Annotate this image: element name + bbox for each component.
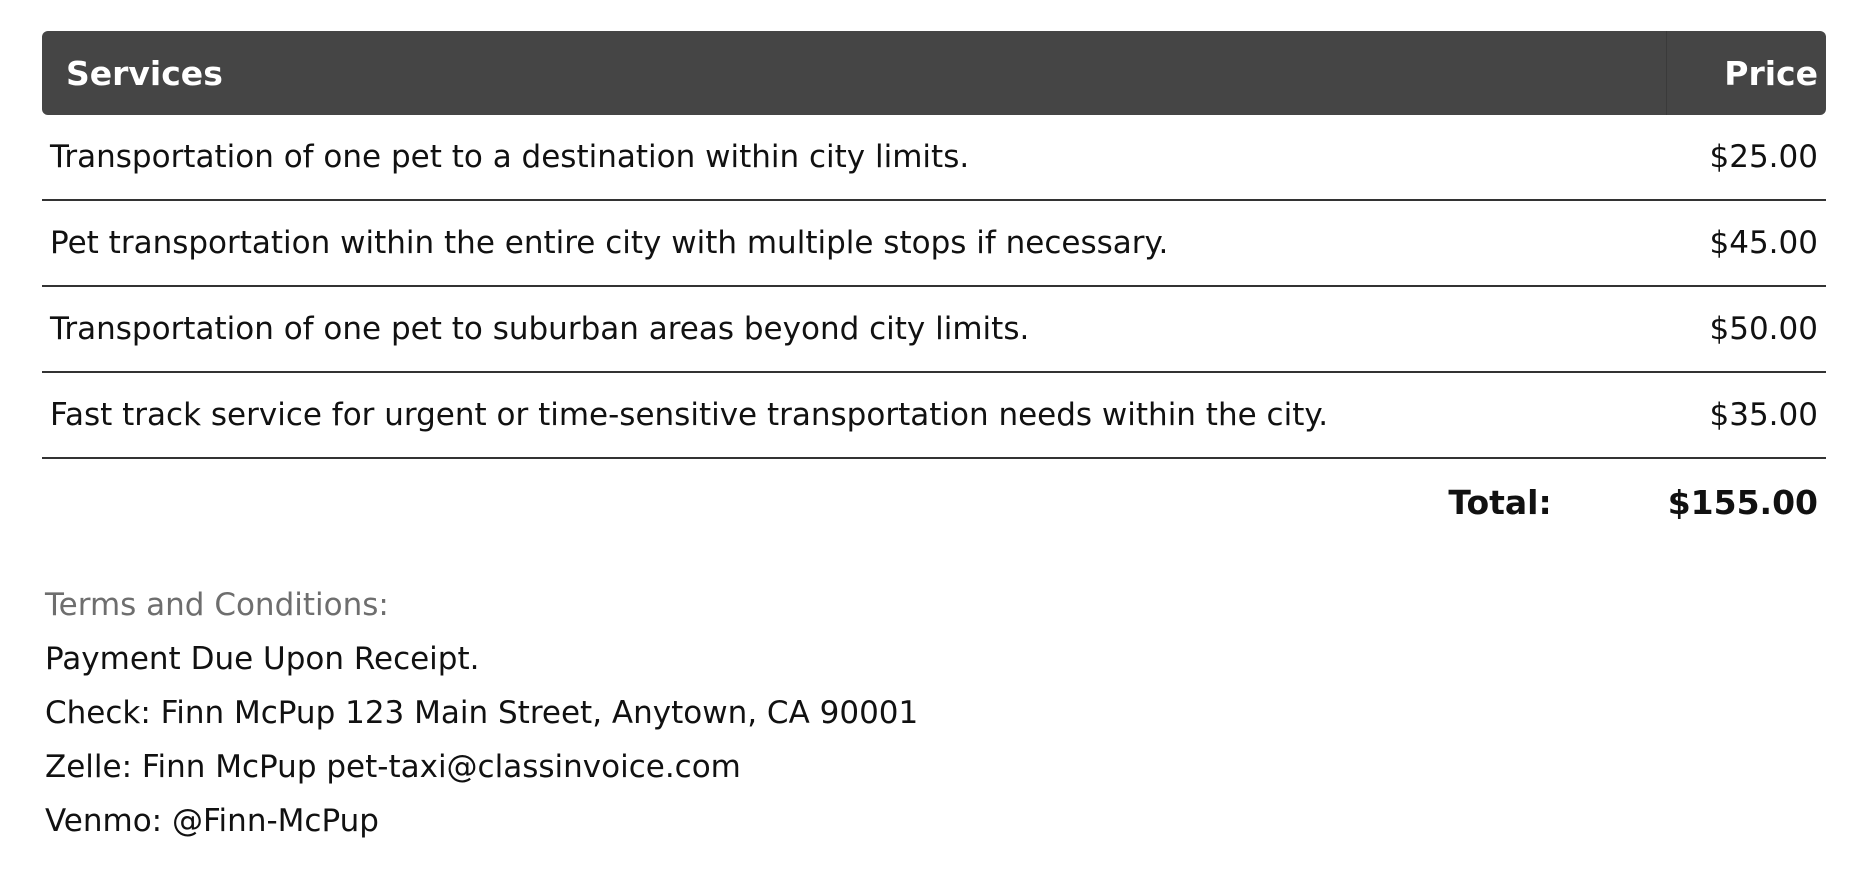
service-price: $25.00 (1709, 139, 1818, 175)
payment-due-text: Payment Due Upon Receipt. (45, 641, 480, 677)
venmo-payment-text: Venmo: @Finn-McPup (45, 803, 379, 839)
check-payment-text: Check: Finn McPup 123 Main Street, Anytown, CA 90001 (45, 695, 919, 731)
service-price: $35.00 (1709, 397, 1818, 433)
table-row (42, 115, 1826, 201)
service-description: Transportation of one pet to a destination within city limits. (50, 139, 970, 175)
service-description: Pet transportation within the entire city with multiple stops if necessary. (50, 225, 1169, 261)
service-description: Transportation of one pet to suburban areas beyond city limits. (50, 311, 1030, 347)
total-value: $155.00 (1667, 482, 1818, 522)
service-price: $50.00 (1709, 311, 1818, 347)
service-price: $45.00 (1709, 225, 1818, 261)
zelle-payment-text: Zelle: Finn McPup pet-taxi@classinvoice.com (45, 749, 741, 785)
total-label: Total: (1448, 482, 1552, 522)
services-column-header: Services (66, 53, 223, 93)
price-column-header: Price (1666, 31, 1826, 115)
table-header (42, 31, 1826, 115)
services-table (42, 31, 1826, 545)
service-description: Fast track service for urgent or time-sensitive transportation needs within the city. (50, 397, 1329, 433)
terms-section (45, 578, 918, 848)
table-row (42, 373, 1826, 459)
table-row (42, 287, 1826, 373)
terms-title: Terms and Conditions: (45, 587, 389, 623)
total-row (42, 459, 1826, 545)
table-row (42, 201, 1826, 287)
